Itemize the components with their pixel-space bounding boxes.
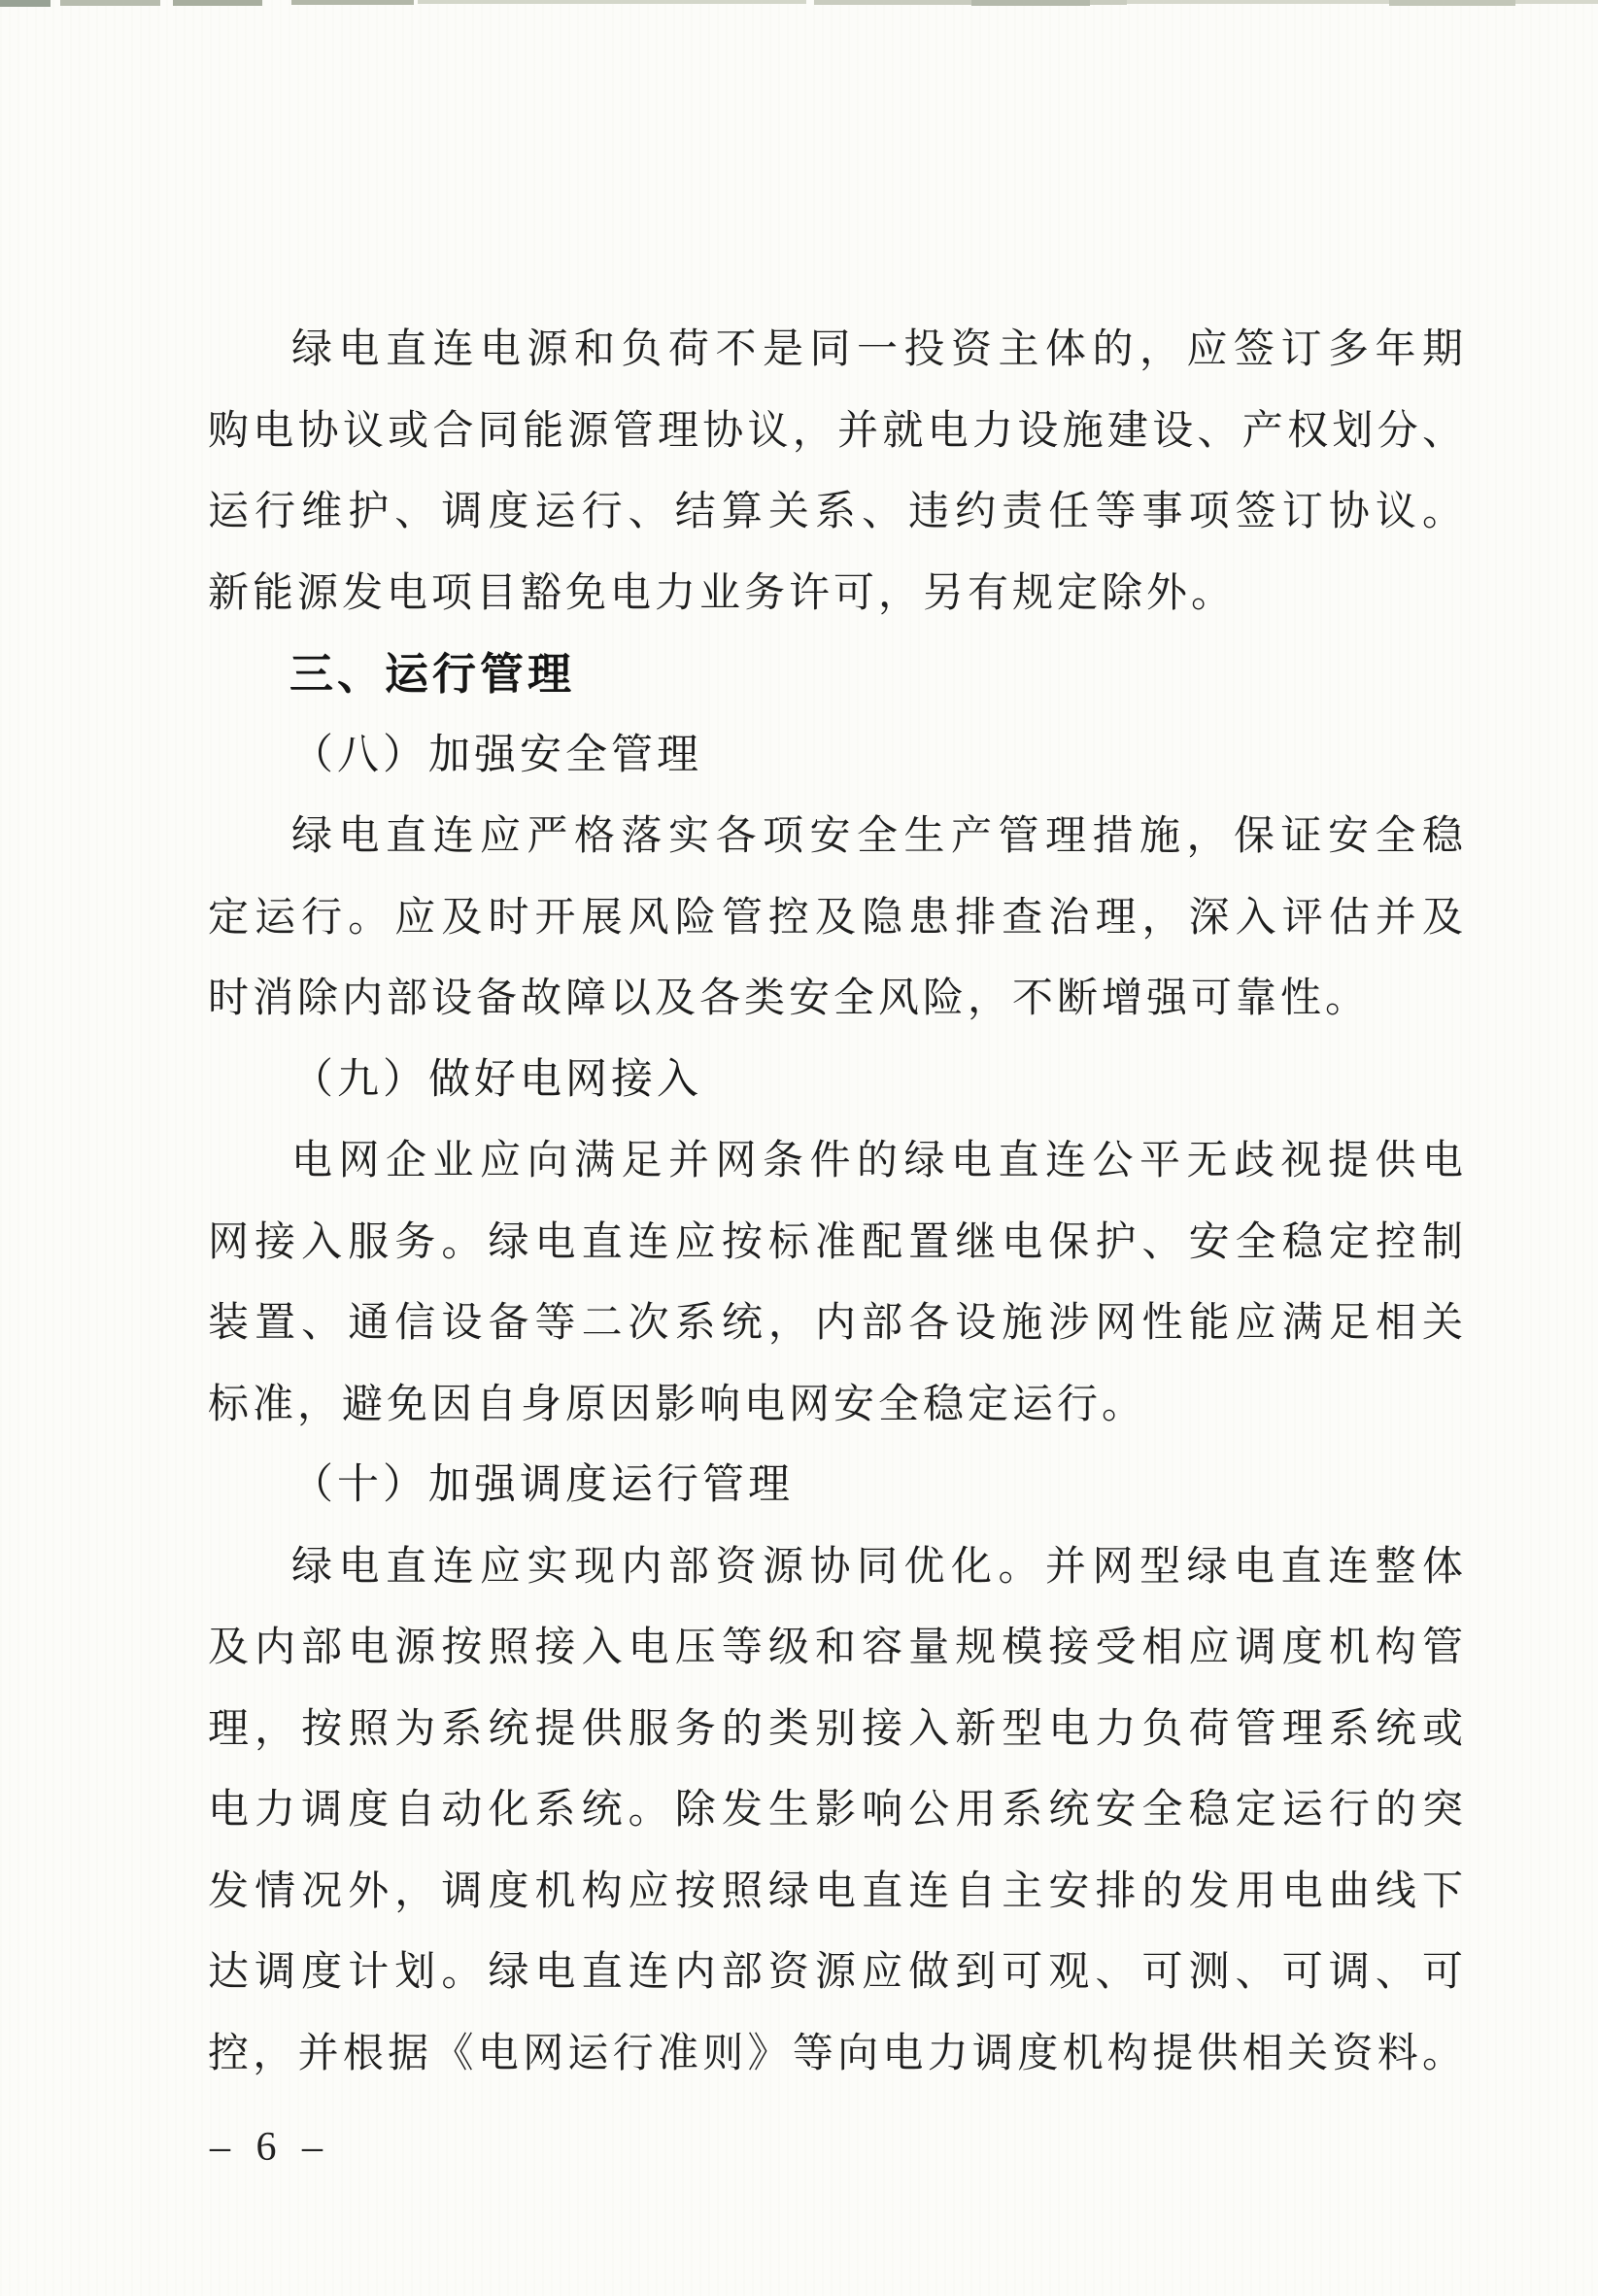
body-line: 绿电直连电源和负荷不是同一投资主体的，应签订多年期 <box>291 327 1467 372</box>
body-line: 控，并根据《电网运行准则》等向电力调度机构提供相关资料。 <box>208 2032 1467 2076</box>
body-line: 网接入服务。绿电直连应按标准配置继电保护、安全稳定控制 <box>208 1220 1467 1265</box>
body-line: 达调度计划。绿电直连内部资源应做到可观、可测、可调、可 <box>208 1950 1467 1995</box>
body-line: 时消除内部设备故障以及各类安全风险，不断增强可靠性。 <box>208 977 1371 1021</box>
scan-noise-segment <box>1127 0 1598 4</box>
body-line: 电力调度自动化系统。除发生影响公用系统安全稳定运行的突 <box>208 1788 1467 1833</box>
body-line: 及内部电源按照接入电压等级和容量规模接受相应调度机构管 <box>208 1626 1467 1670</box>
sub-heading: （八）加强安全管理 <box>291 733 702 778</box>
body-line: 运行维护、调度运行、结算关系、违约责任等事项签订协议。 <box>208 490 1467 534</box>
sub-heading: （十）加强调度运行管理 <box>291 1462 794 1508</box>
body-line: 绿电直连应实现内部资源协同优化。并网型绿电直连整体 <box>291 1545 1467 1590</box>
body-line: 定运行。应及时开展风险管控及隐患排查治理，深入评估并及 <box>208 896 1467 941</box>
scan-noise-segment <box>60 0 160 6</box>
body-line: 标准，避免因自身原因影响电网安全稳定运行。 <box>208 1383 1147 1427</box>
body-line: 理，按照为系统提供服务的类别接入新型电力负荷管理系统或 <box>208 1707 1467 1752</box>
body-line: 装置、通信设备等二次系统，内部各设施涉网性能应满足相关 <box>208 1301 1467 1346</box>
body-line: 购电协议或合同能源管理协议，并就电力设施建设、产权划分、 <box>208 409 1467 454</box>
body-line: 新能源发电项目豁免电力业务许可，另有规定除外。 <box>208 571 1237 616</box>
scan-noise-strip <box>0 0 1598 10</box>
body-line: 绿电直连应严格落实各项安全生产管理措施，保证安全稳 <box>291 814 1467 859</box>
body-line: 电网企业应向满足并网条件的绿电直连公平无歧视提供电 <box>291 1139 1467 1183</box>
scan-noise-segment <box>1389 0 1515 6</box>
scan-noise-segment <box>971 0 1090 6</box>
section-heading: 三、运行管理 <box>289 649 576 699</box>
scan-noise-segment <box>291 0 414 5</box>
body-line: 发情况外，调度机构应按照绿电直连自主安排的发用电曲线下 <box>208 1869 1467 1914</box>
scan-noise-segment <box>418 0 806 4</box>
sub-heading: （九）做好电网接入 <box>291 1057 702 1103</box>
page-number: – 6 – <box>210 2125 330 2170</box>
scan-noise-segment <box>173 0 262 6</box>
scan-noise-segment <box>0 0 51 7</box>
